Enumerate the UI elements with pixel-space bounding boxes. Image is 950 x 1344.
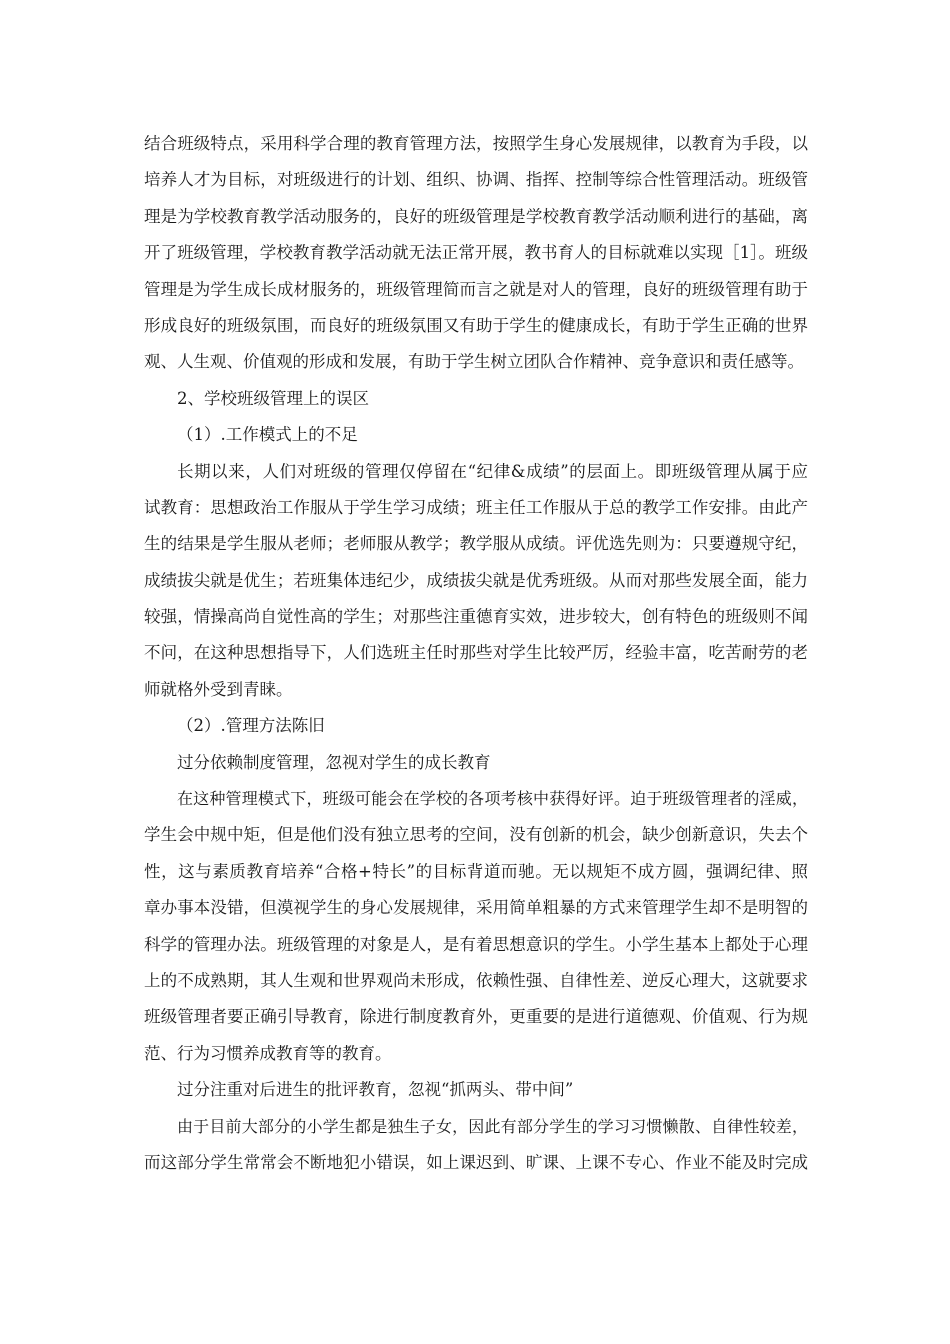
section-heading: 2、学校班级管理上的误区 [177, 388, 369, 408]
paragraph-line: 科学的管理办法。班级管理的对象是人，是有着思想意识的学生。小学生基本上都处于心理 [144, 934, 808, 954]
paragraph-line: 试教育：思想政治工作服从于学生学习成绩；班主任工作服从于总的教学工作安排。由此产 [144, 497, 808, 517]
paragraph-line: 形成良好的班级氛围，而良好的班级氛围又有助于学生的健康成长，有助于学生正确的世界 [144, 315, 808, 335]
paragraph-line: 范、行为习惯养成教育等的教育。 [144, 1043, 392, 1063]
document-body [144, 126, 808, 1181]
paragraph-line: 由于目前大部分的小学生都是独生子女，因此有部分学生的学习习惯懒散、自律性较差， [177, 1116, 808, 1136]
paragraph-line: 而这部分学生常常会不断地犯小错误，如上课迟到、旷课、上课不专心、作业不能及时完成 [144, 1152, 808, 1172]
paragraph-line: 管理是为学生成长成材服务的，班级管理简而言之就是对人的管理，良好的班级管理有助于 [144, 279, 808, 299]
paragraph-line: 上的不成熟期，其人生观和世界观尚未形成，依赖性强、自律性差、逆反心理大，这就要求 [144, 970, 808, 990]
paragraph-line: 在这种管理模式下，班级可能会在学校的各项考核中获得好评。迫于班级管理者的淫威， [177, 789, 808, 809]
paragraph-line: 师就格外受到青睐。 [144, 679, 293, 699]
topic-heading: 过分依赖制度管理，忽视对学生的成长教育 [177, 752, 491, 772]
paragraph-line: 班级管理者要正确引导教育，除进行制度教育外，更重要的是进行道德观、价值观、行为规 [144, 1007, 808, 1027]
paragraph-line: 不问，在这种思想指导下，人们选班主任时那些对学生比较严厉，经验丰富，吃苦耐劳的老 [144, 643, 808, 663]
paragraph-line: 长期以来，人们对班级的管理仅停留在“纪律&成绩”的层面上。即班级管理从属于应 [177, 461, 808, 481]
subsection-heading: （1）.工作模式上的不足 [177, 425, 358, 445]
subsection-heading: （2）.管理方法陈旧 [177, 716, 325, 736]
paragraph-line: 培养人才为目标，对班级进行的计划、组织、协调、指挥、控制等综合性管理活动。班级管 [144, 170, 808, 190]
paragraph-line: 观、人生观、价值观的形成和发展，有助于学生树立团队合作精神、竞争意识和责任感等。 [144, 352, 804, 372]
paragraph-line: 性，这与素质教育培养“合格+特长”的目标背道而驰。无以规矩不成方圆，强调纪律、照 [144, 861, 808, 881]
paragraph-line: 学生会中规中矩，但是他们没有独立思考的空间，没有创新的机会，缺少创新意识，失去个 [144, 825, 808, 845]
paragraph-line: 理是为学校教育教学活动服务的，良好的班级管理是学校教育教学活动顺利进行的基础，离 [144, 206, 808, 226]
paragraph-line: 成绩拔尖就是优生；若班集体违纪少，成绩拔尖就是优秀班级。从而对那些发展全面，能力 [144, 570, 808, 590]
topic-heading: 过分注重对后进生的批评教育，忽视“抓两头、带中间” [177, 1080, 574, 1100]
paragraph-line: 结合班级特点，采用科学合理的教育管理方法，按照学生身心发展规律，以教育为手段，以 [144, 134, 808, 153]
paragraph-line: 生的结果是学生服从老师；老师服从教学；教学服从成绩。评优选先则为：只要遵规守纪， [144, 534, 808, 554]
paragraph-line: 开了班级管理，学校教育教学活动就无法正常开展，教书育人的目标就难以实现［1］。班级 [144, 243, 808, 263]
paragraph-line: 较强，情操高尚自觉性高的学生；对那些注重德育实效，进步较大，创有特色的班级则不闻 [144, 607, 808, 627]
paragraph-line: 章办事本没错，但漠视学生的身心发展规律，采用简单粗暴的方式来管理学生却不是明智的 [144, 898, 808, 918]
